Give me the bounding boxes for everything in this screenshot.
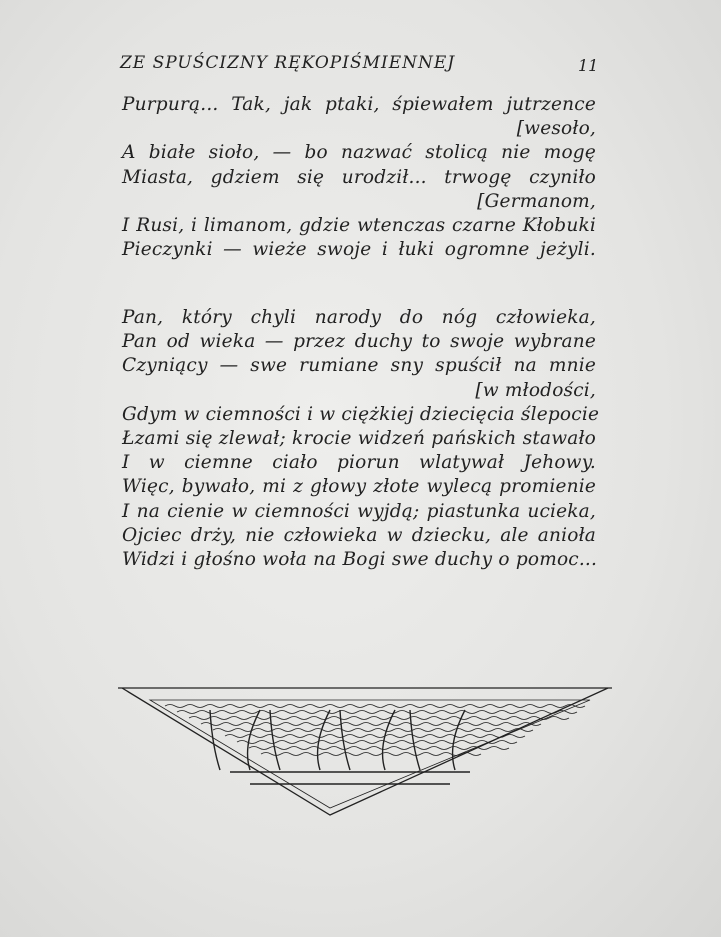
wave-line — [237, 741, 517, 744]
verse-line: Ojciec drży, nie człowieka w dziecku, ale anioła — [122, 524, 596, 546]
verse-line: I na cienie w ciemności wyjdą; piastunka ucieka, — [122, 500, 596, 522]
verse-line: Miasta, gdziem się urodził... trwogę czyniło — [122, 166, 596, 188]
verse-line: [wesoło, — [516, 118, 596, 140]
verse-line: Pan od wieka — przez duchy to swoje wybrane — [122, 331, 596, 353]
running-header: ZE SPUŚCIZNY RĘKOPIŚMIENNEJ — [120, 53, 456, 73]
verse-line: I Rusi, i limanom, gdzie wtenczas czarne Kłobuki — [122, 215, 596, 236]
verse-line: Gdym w ciemności i w ciężkiej dziecięcia ślepocie — [122, 403, 600, 425]
wave-line — [189, 717, 569, 720]
wave-line — [177, 711, 577, 714]
verse-line: Więc, bywało, mi z głowy złote wylecą promienie — [122, 476, 596, 498]
flame-stroke — [410, 710, 420, 770]
verse-line: Purpurą... Tak, jak ptaki, śpiewałem jutrzence — [122, 94, 596, 115]
flame-stroke — [270, 710, 280, 770]
verse-line: I w ciemne ciało piorun wlatywał Jehowy. — [122, 452, 596, 474]
wave-line — [201, 723, 541, 726]
wave-line — [249, 747, 509, 750]
flame-stroke — [453, 710, 465, 770]
verse-line: A białe sioło, — bo nazwać stolicą nie mogę — [122, 142, 596, 164]
verse-line: [w młodości, — [475, 379, 596, 401]
horizon-line — [230, 772, 470, 784]
verse-line: Widzi i głośno woła na Bogi swe duchy o pomoc... — [122, 549, 598, 570]
flame-stroke — [383, 710, 395, 770]
verse-line: Łzami się zlewał; krocie widzeń pańskich stawało — [122, 428, 596, 449]
verse-line: [Germanom, — [477, 190, 596, 212]
verse-line: Pan, który chyli narody do nóg człowieka, — [122, 307, 596, 328]
wave-line — [261, 753, 481, 756]
flame-stroke — [248, 710, 260, 770]
page-number: 11 — [578, 56, 599, 75]
wave-line — [213, 729, 533, 732]
verse-line: Pieczynki — wieże swoje i łuki ogromne jeżyli. — [122, 239, 596, 261]
verse-line: Czyniący — swe rumiane sny spuścił na mnie — [122, 355, 596, 377]
wave-line — [165, 705, 585, 708]
wave-line — [225, 735, 525, 738]
flame-stroke — [318, 710, 330, 770]
flame-stroke — [210, 710, 220, 770]
